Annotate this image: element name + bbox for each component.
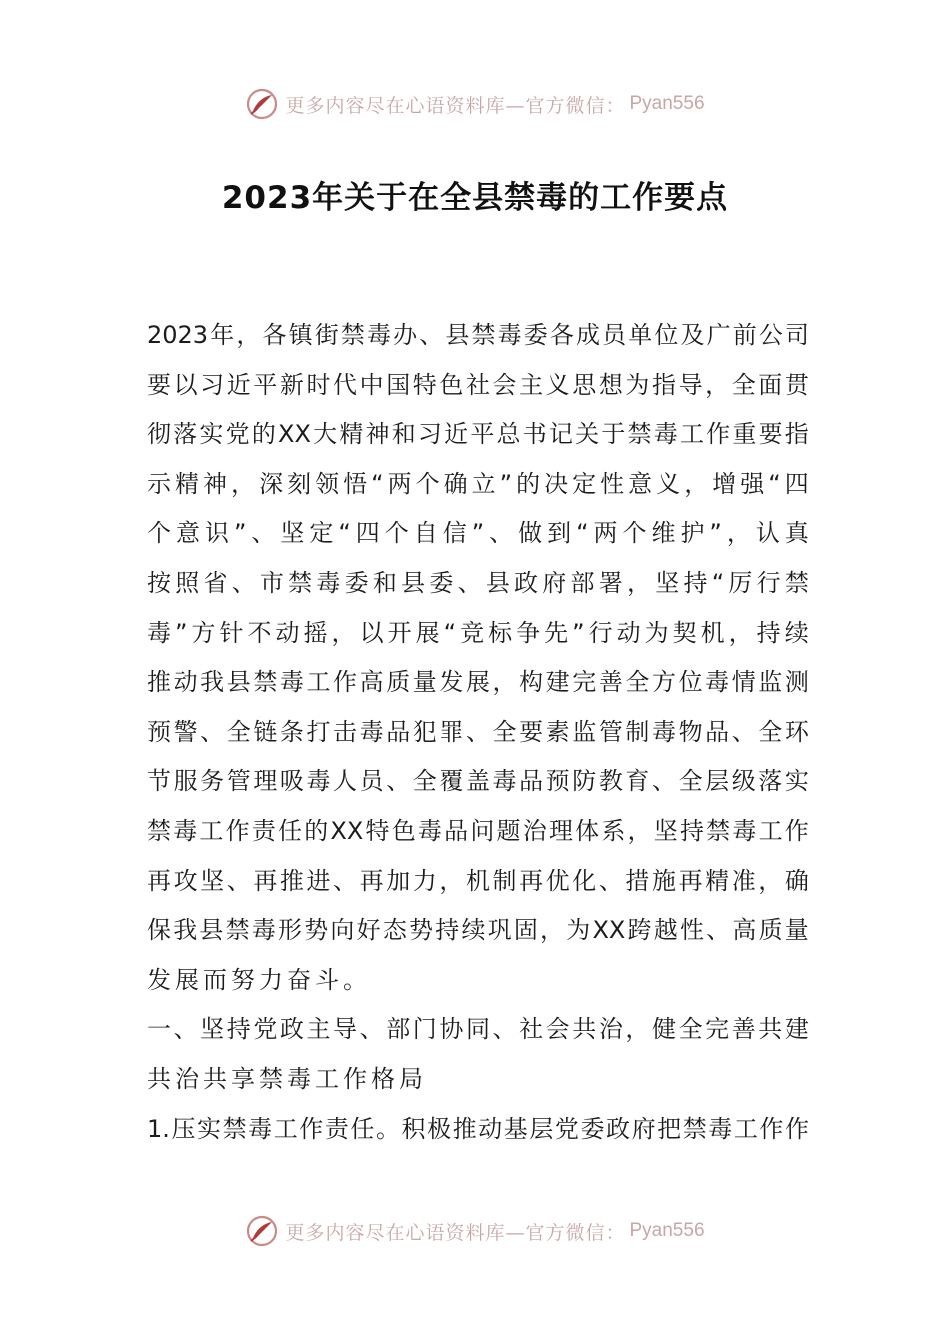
watermark-header [0,84,950,124]
watermark-wechat-id: Pyan556 [629,93,705,114]
body-line: 推 动 我 县 禁 毒 工 作 高 质 量 发 展 ， 构 建 完 善 全 方 位 毒 情 监 测 [147,668,809,697]
body-line: 保 我 县 禁 毒 形 势 向 好 态 势 持 续 巩 固 ， 为 XX 跨 越 性 、 高 质 量 [147,916,809,945]
body-line: 示 精 神 ， 深 刻 领 悟 “ 两 个 确 立 ” 的 决 定 性 意 义 ， 增 强 “ 四 [147,469,809,498]
watermark-footer [0,1211,950,1251]
section-heading-line: 一 、 坚 持 党 政 主 导 、 部 门 协 同 、 社 会 共 治 ， 健 全 完 善 共 建 [147,1015,809,1044]
watermark-wechat-id: Pyan556 [629,1220,705,1241]
body-line: 再 攻 坚 、 再 推 进 、 再 加 力 ， 机 制 再 优 化 、 措 施 再 精 准 ， 确 [147,866,809,895]
body-line: 个 意 识 ” 、 坚 定 “ 四 个 自 信 ” 、 做 到 “ 两 个 维 护 ” ， 认 真 [147,519,809,548]
body-line: 按 照 省 、 市 禁 毒 委 和 县 委 、 县 政 府 部 署 ， 坚 持 “ 厉 行 禁 [147,568,809,597]
pen-logo-icon [245,1214,279,1248]
body-line: 彻 落 实 党 的 XX 大 精 神 和 习 近 平 总 书 记 关 于 禁 毒 工 作 重 要 指 [147,420,809,449]
body-line: 禁 毒 工 作 责 任 的 XX 特 色 毒 品 问 题 治 理 体 系 ， 坚 持 禁 毒 工 作 [147,816,809,845]
document-title: 2023年关于在全县禁毒的工作要点 [221,180,729,216]
body-line: 预 警 、 全 链 条 打 击 毒 品 犯 罪 、 全 要 素 监 管 制 毒 物 品 、 全 环 [147,717,809,746]
body-line: 毒 ” 方 针 不 动 摇 ， 以 开 展 “ 竞 标 争 先 ” 行 动 为 契 机 ， 持 续 [147,618,809,647]
document-body [147,311,809,1154]
pen-logo-icon [245,87,279,121]
body-line: 节 服 务 管 理 吸 毒 人 员 、 全 覆 盖 毒 品 预 防 教 育 、 全 层 级 落 实 [147,767,809,796]
body-line: 要 以 习 近 平 新 时 代 中 国 特 色 社 会 主 义 思 想 为 指 导 ， 全 面 贯 [147,370,809,399]
section-heading-line: 共治共享禁毒工作格局 [147,1064,427,1093]
body-line: 2023 年 ， 各 镇 街 禁 毒 办 、 县 禁 毒 委 各 成 员 单 位 及 广 前 公 司 [147,321,809,349]
watermark-text: 更多内容尽在心语资料库—官方微信： [285,1221,626,1244]
watermark-text: 更多内容尽在心语资料库—官方微信： [285,94,626,117]
body-line: 发展而努力奋斗。 [147,965,371,994]
body-line: 1. 压 实 禁 毒 工 作 责 任 。 积 极 推 动 基 层 党 委 政 府 把 禁 毒 工 作 作 [147,1114,809,1143]
